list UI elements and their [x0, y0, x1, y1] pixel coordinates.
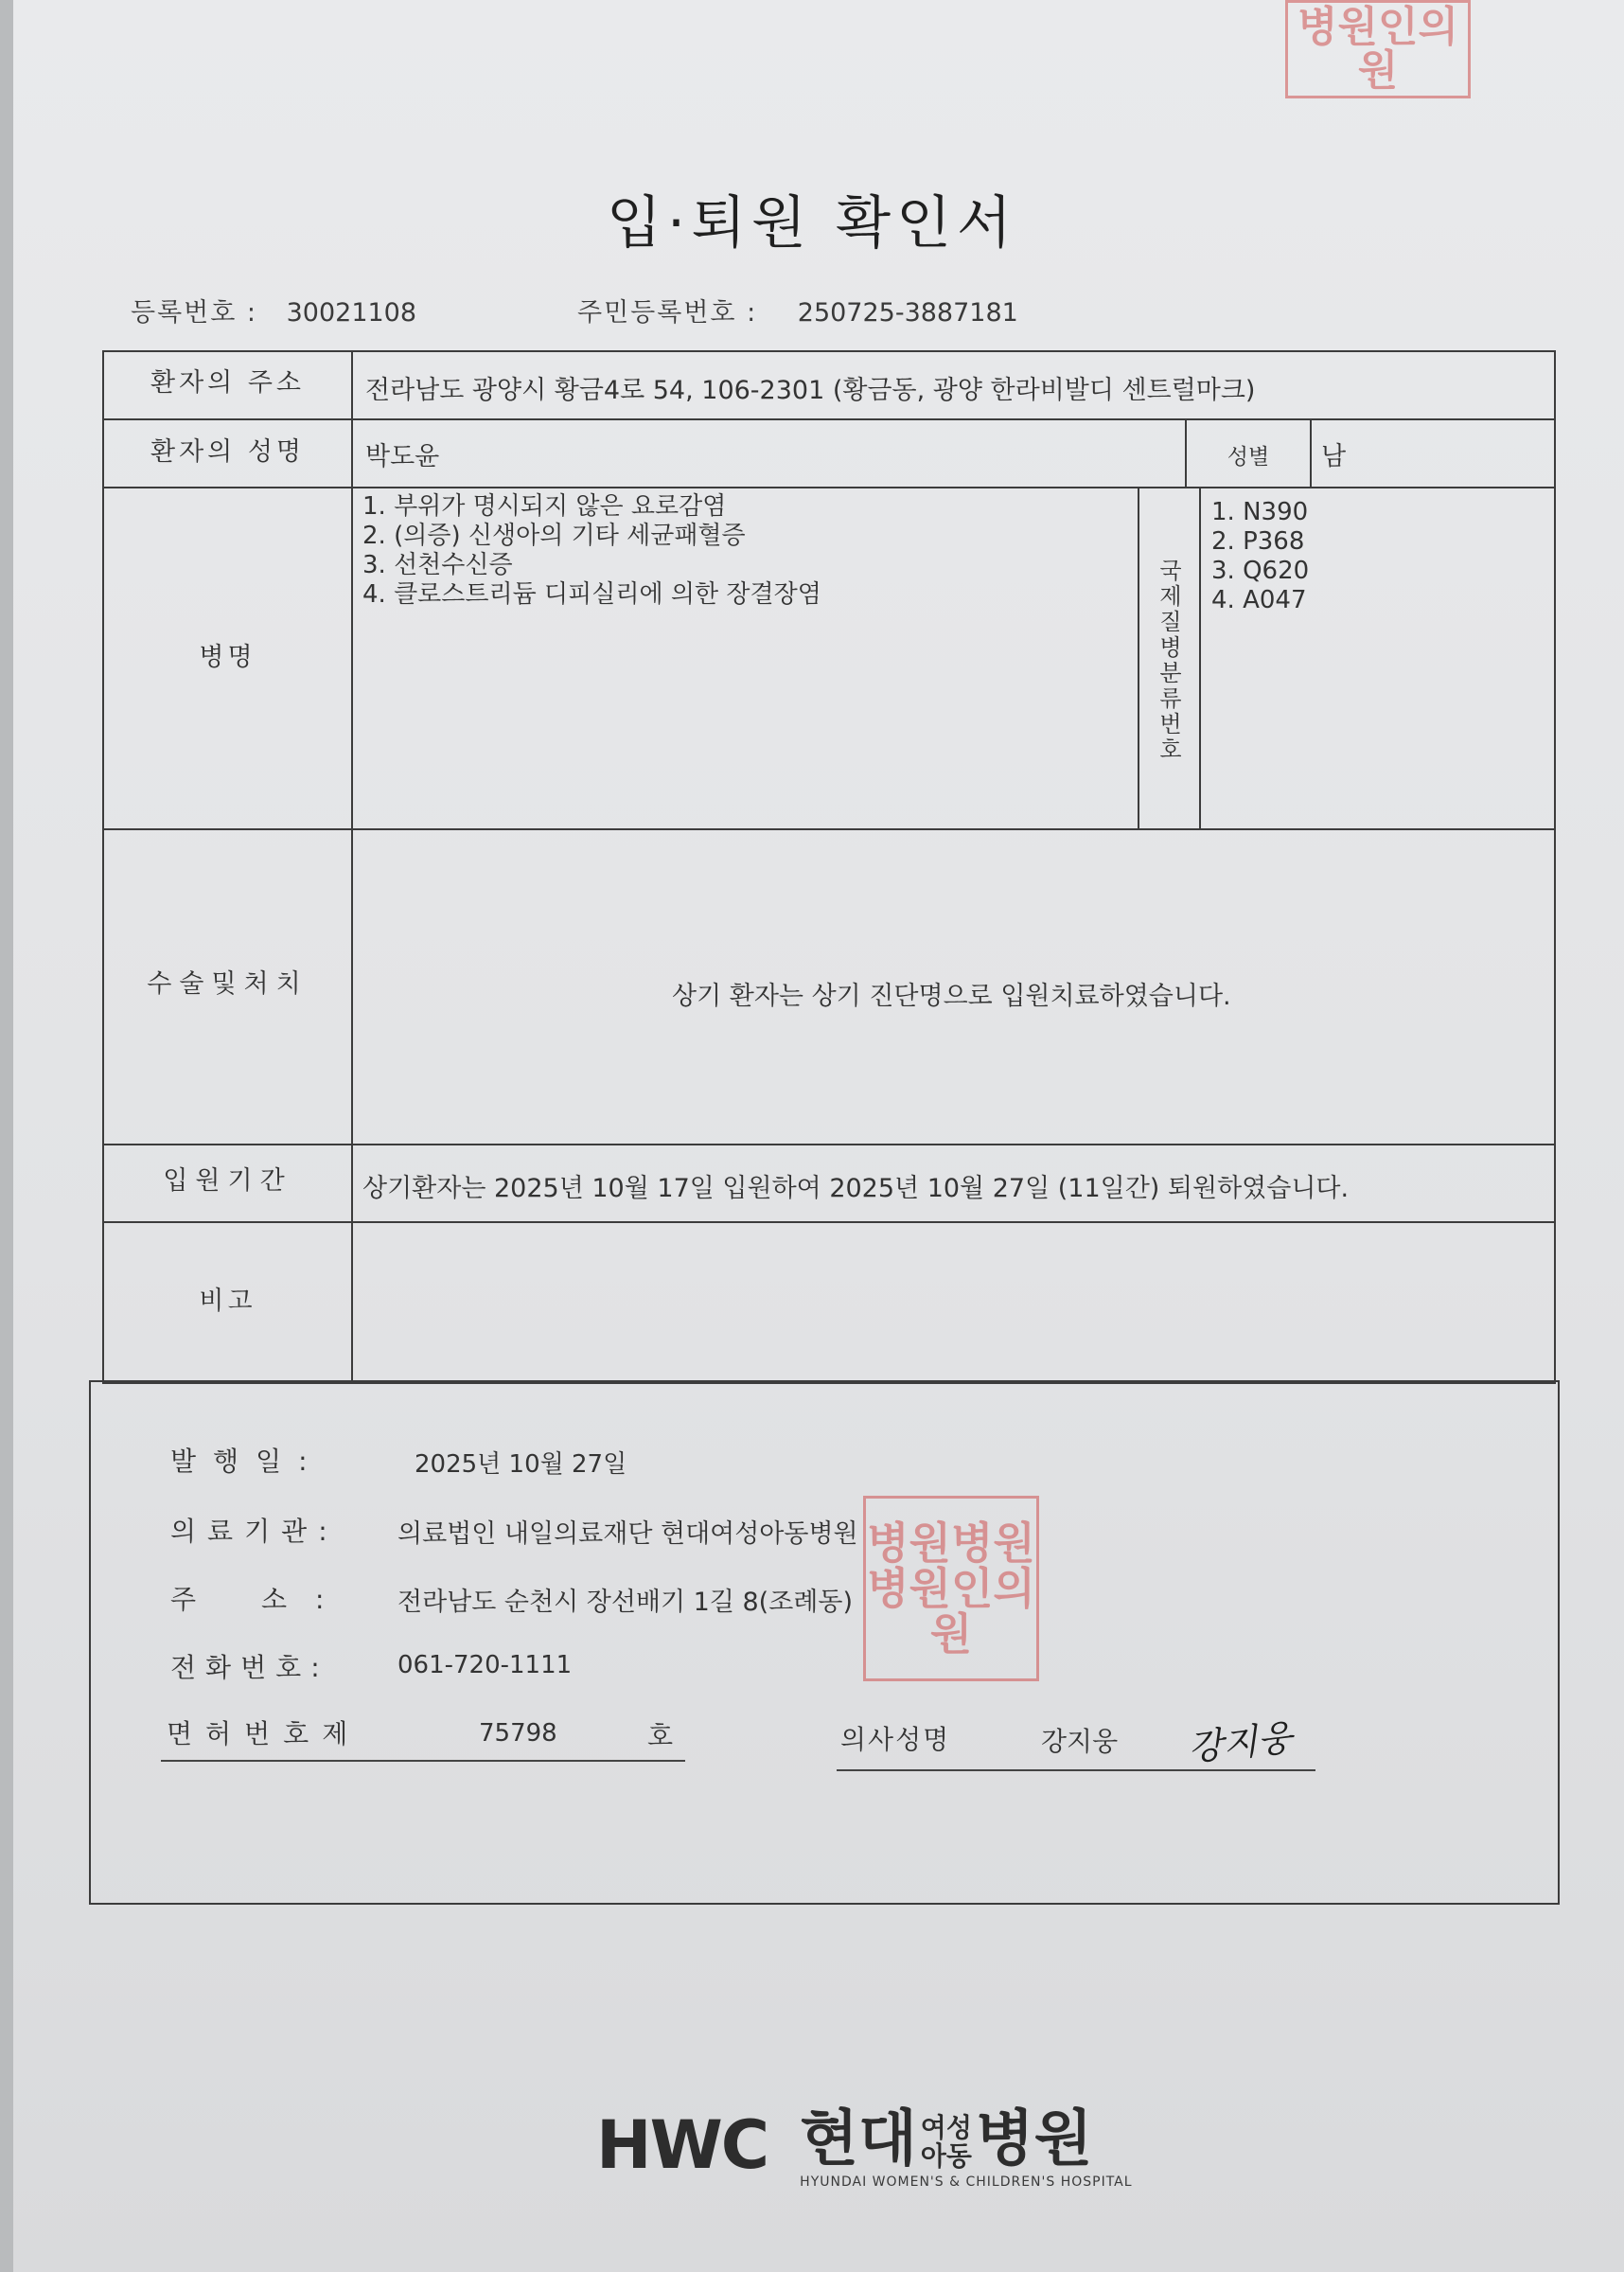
remarks-label: 비고 — [199, 1287, 256, 1316]
address-label: 환자의 주소 — [150, 368, 305, 398]
table-rule — [102, 1221, 1554, 1223]
list-item: 3. 선천수신증 — [362, 551, 513, 579]
table-rule — [102, 418, 1554, 420]
phone-value: 061-720-1111 — [397, 1651, 573, 1679]
list-item: 3. Q620 — [1211, 557, 1310, 585]
hwc-logo-mark: HWC — [596, 2106, 768, 2184]
issue-date-label: 발행일: — [170, 1446, 325, 1477]
institution-value: 의료법인 내일의료재단 현대여성아동병원 — [397, 1519, 858, 1549]
registration-number — [131, 292, 416, 328]
resident-number — [577, 292, 1018, 328]
doctor-signature: 강지웅 — [1186, 1716, 1295, 1769]
table-rule — [1138, 487, 1139, 830]
resident-number-label: 주민등록번호 : — [577, 298, 758, 328]
resident-number-value: 250725-3887181 — [797, 298, 1018, 328]
hospital-seal-top: 병원인의원 — [1285, 0, 1471, 98]
period-label: 입원기간 — [163, 1166, 292, 1196]
registration-label: 등록번호 : — [131, 298, 258, 328]
doctor-label: 의사성명 — [840, 1724, 951, 1755]
registration-value: 30021108 — [286, 298, 417, 328]
icd-label: 국 제 질 병 분 류 번 호 — [1159, 558, 1182, 763]
table-rule — [1310, 418, 1312, 488]
address-value: 전라남도 광양시 황금4로 54, 106-2301 (황금동, 광양 한라비발디 센트럴마크) — [365, 376, 1256, 405]
license-suffix: 호 — [647, 1720, 674, 1751]
doctor-value: 강지웅 — [1041, 1726, 1119, 1757]
issuer-address-label: 주 소: — [170, 1584, 353, 1615]
name-value: 박도윤 — [365, 442, 440, 471]
list-item: 4. A047 — [1211, 586, 1307, 614]
sex-value: 남 — [1321, 442, 1347, 471]
hospital-logo-korean: 현대 여성 아동 병원 — [800, 2104, 1093, 2174]
name-label: 환자의 성명 — [150, 437, 305, 467]
period-value: 상기환자는 2025년 10월 17일 입원하여 2025년 10월 27일 (11일간) 퇴원하였습니다. — [362, 1174, 1350, 1203]
list-item: 2. (의증) 신생아의 기타 세균패혈증 — [362, 522, 746, 550]
list-item: 4. 클로스트리듐 디피실리에 의한 장결장염 — [362, 580, 821, 609]
phone-label: 전화번호: — [170, 1652, 329, 1683]
hospital-logo — [596, 2106, 1133, 2190]
surgery-label: 수술및처치 — [147, 969, 309, 999]
institution-label: 의료기관: — [170, 1516, 339, 1547]
document-title: 입·퇴원 확인서 — [607, 190, 1017, 257]
diagnosis-list — [362, 492, 1129, 610]
table-rule — [102, 487, 1554, 488]
sex-label: 성별 — [1227, 445, 1270, 470]
license-label: 면허번호제 — [167, 1718, 362, 1749]
license-value: 75798 — [479, 1719, 557, 1748]
table-rule — [351, 350, 353, 1382]
issuer-address-value: 전라남도 순천시 장선배기 1길 8(조례동) — [397, 1588, 853, 1617]
diagnosis-label: 병명 — [199, 643, 256, 672]
table-rule — [102, 828, 1554, 830]
list-item: 2. P368 — [1211, 527, 1305, 556]
list-item: 1. N390 — [1211, 498, 1309, 526]
license-underline — [161, 1760, 685, 1762]
list-item: 1. 부위가 명시되지 않은 요로감염 — [362, 492, 727, 521]
hospital-logo-name — [800, 2106, 1132, 2190]
surgery-value: 상기 환자는 상기 진단명으로 입원치료하였습니다. — [672, 982, 1231, 1011]
hospital-seal-mid: 병원병원병원인의원 — [863, 1496, 1039, 1681]
icd-code-list — [1211, 498, 1309, 615]
issue-date-value: 2025년 10월 27일 — [415, 1450, 627, 1479]
hospital-logo-english: HYUNDAI WOMEN'S & CHILDREN'S HOSPITAL — [800, 2174, 1133, 2190]
doctor-underline — [837, 1769, 1315, 1771]
table-rule — [1199, 487, 1201, 830]
table-rule — [102, 1144, 1554, 1145]
